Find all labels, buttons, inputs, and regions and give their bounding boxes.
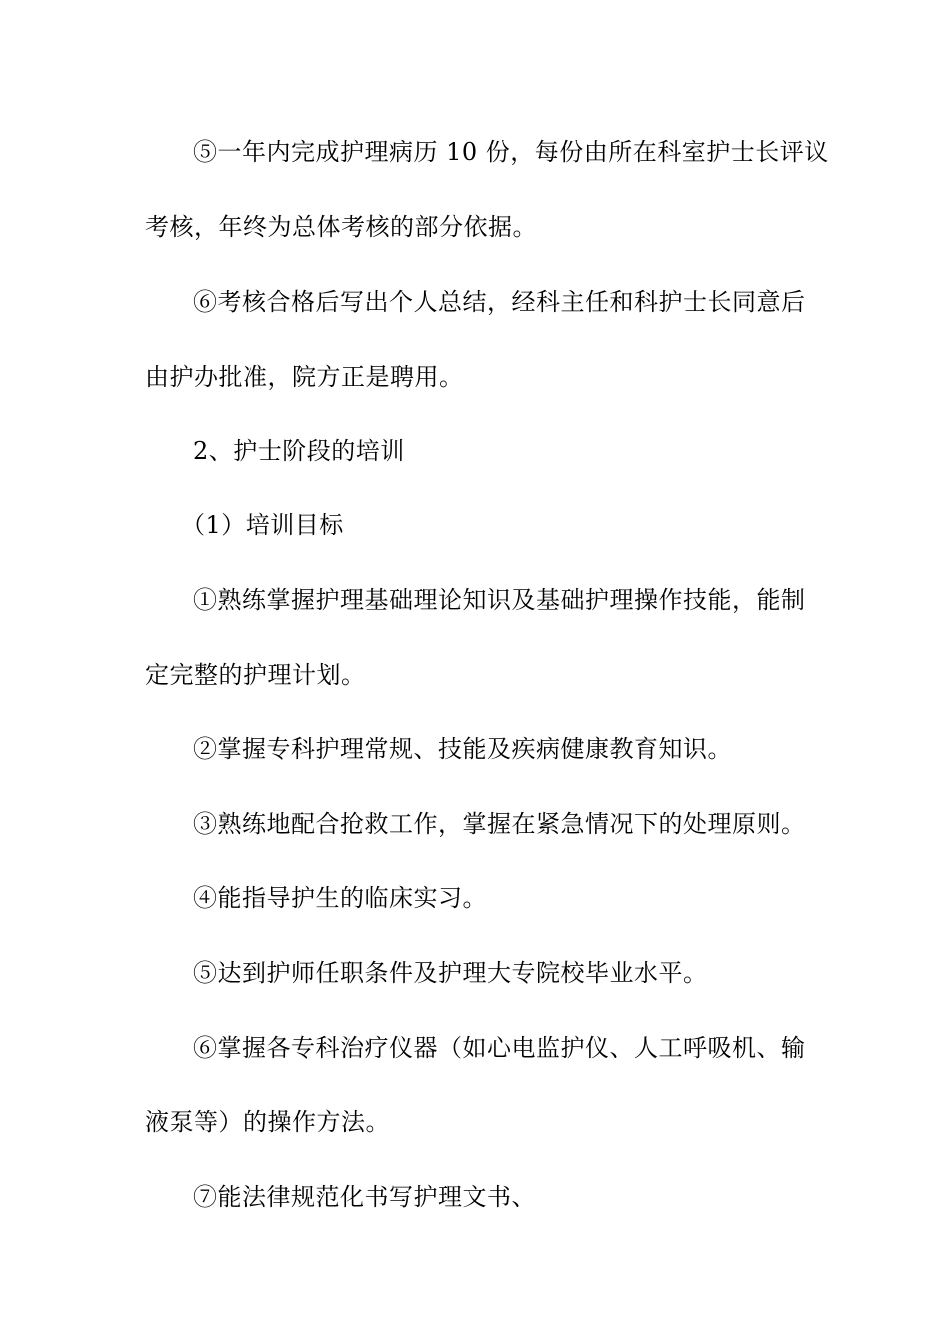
paragraph-line: ⑦能法律规范化书写护理文书、 [193,1183,536,1211]
paragraph-line: 由护办批准，院方正是聘用。 [145,363,464,391]
subsection-heading: （1）培训目标 [181,511,344,539]
paragraph-line: ①熟练掌握护理基础理论知识及基础护理操作技能，能制 [193,586,806,614]
paragraph-line: ⑤一年内完成护理病历 10 份，每份由所在科室护士长评议 [193,138,829,166]
paragraph-line: ⑥考核合格后写出个人总结，经科主任和科护士长同意后 [193,288,806,316]
paragraph-line: ④能指导护生的临床实习。 [193,884,487,912]
section-heading: 2、护士阶段的培训 [193,437,405,465]
paragraph-line: ⑤达到护师任职条件及护理大专院校毕业水平。 [193,959,708,987]
paragraph-line: ⑥掌握各专科治疗仪器（如心电监护仪、人工呼吸机、输 [193,1034,806,1062]
paragraph-line: ③熟练地配合抢救工作，掌握在紧急情况下的处理原则。 [193,810,806,838]
paragraph-line: 考核，年终为总体考核的部分依据。 [145,213,537,241]
paragraph-line: 液泵等）的操作方法。 [145,1108,390,1136]
paragraph-line: ②掌握专科护理常规、技能及疾病健康教育知识。 [193,735,732,763]
paragraph-line: 定完整的护理计划。 [145,661,366,689]
